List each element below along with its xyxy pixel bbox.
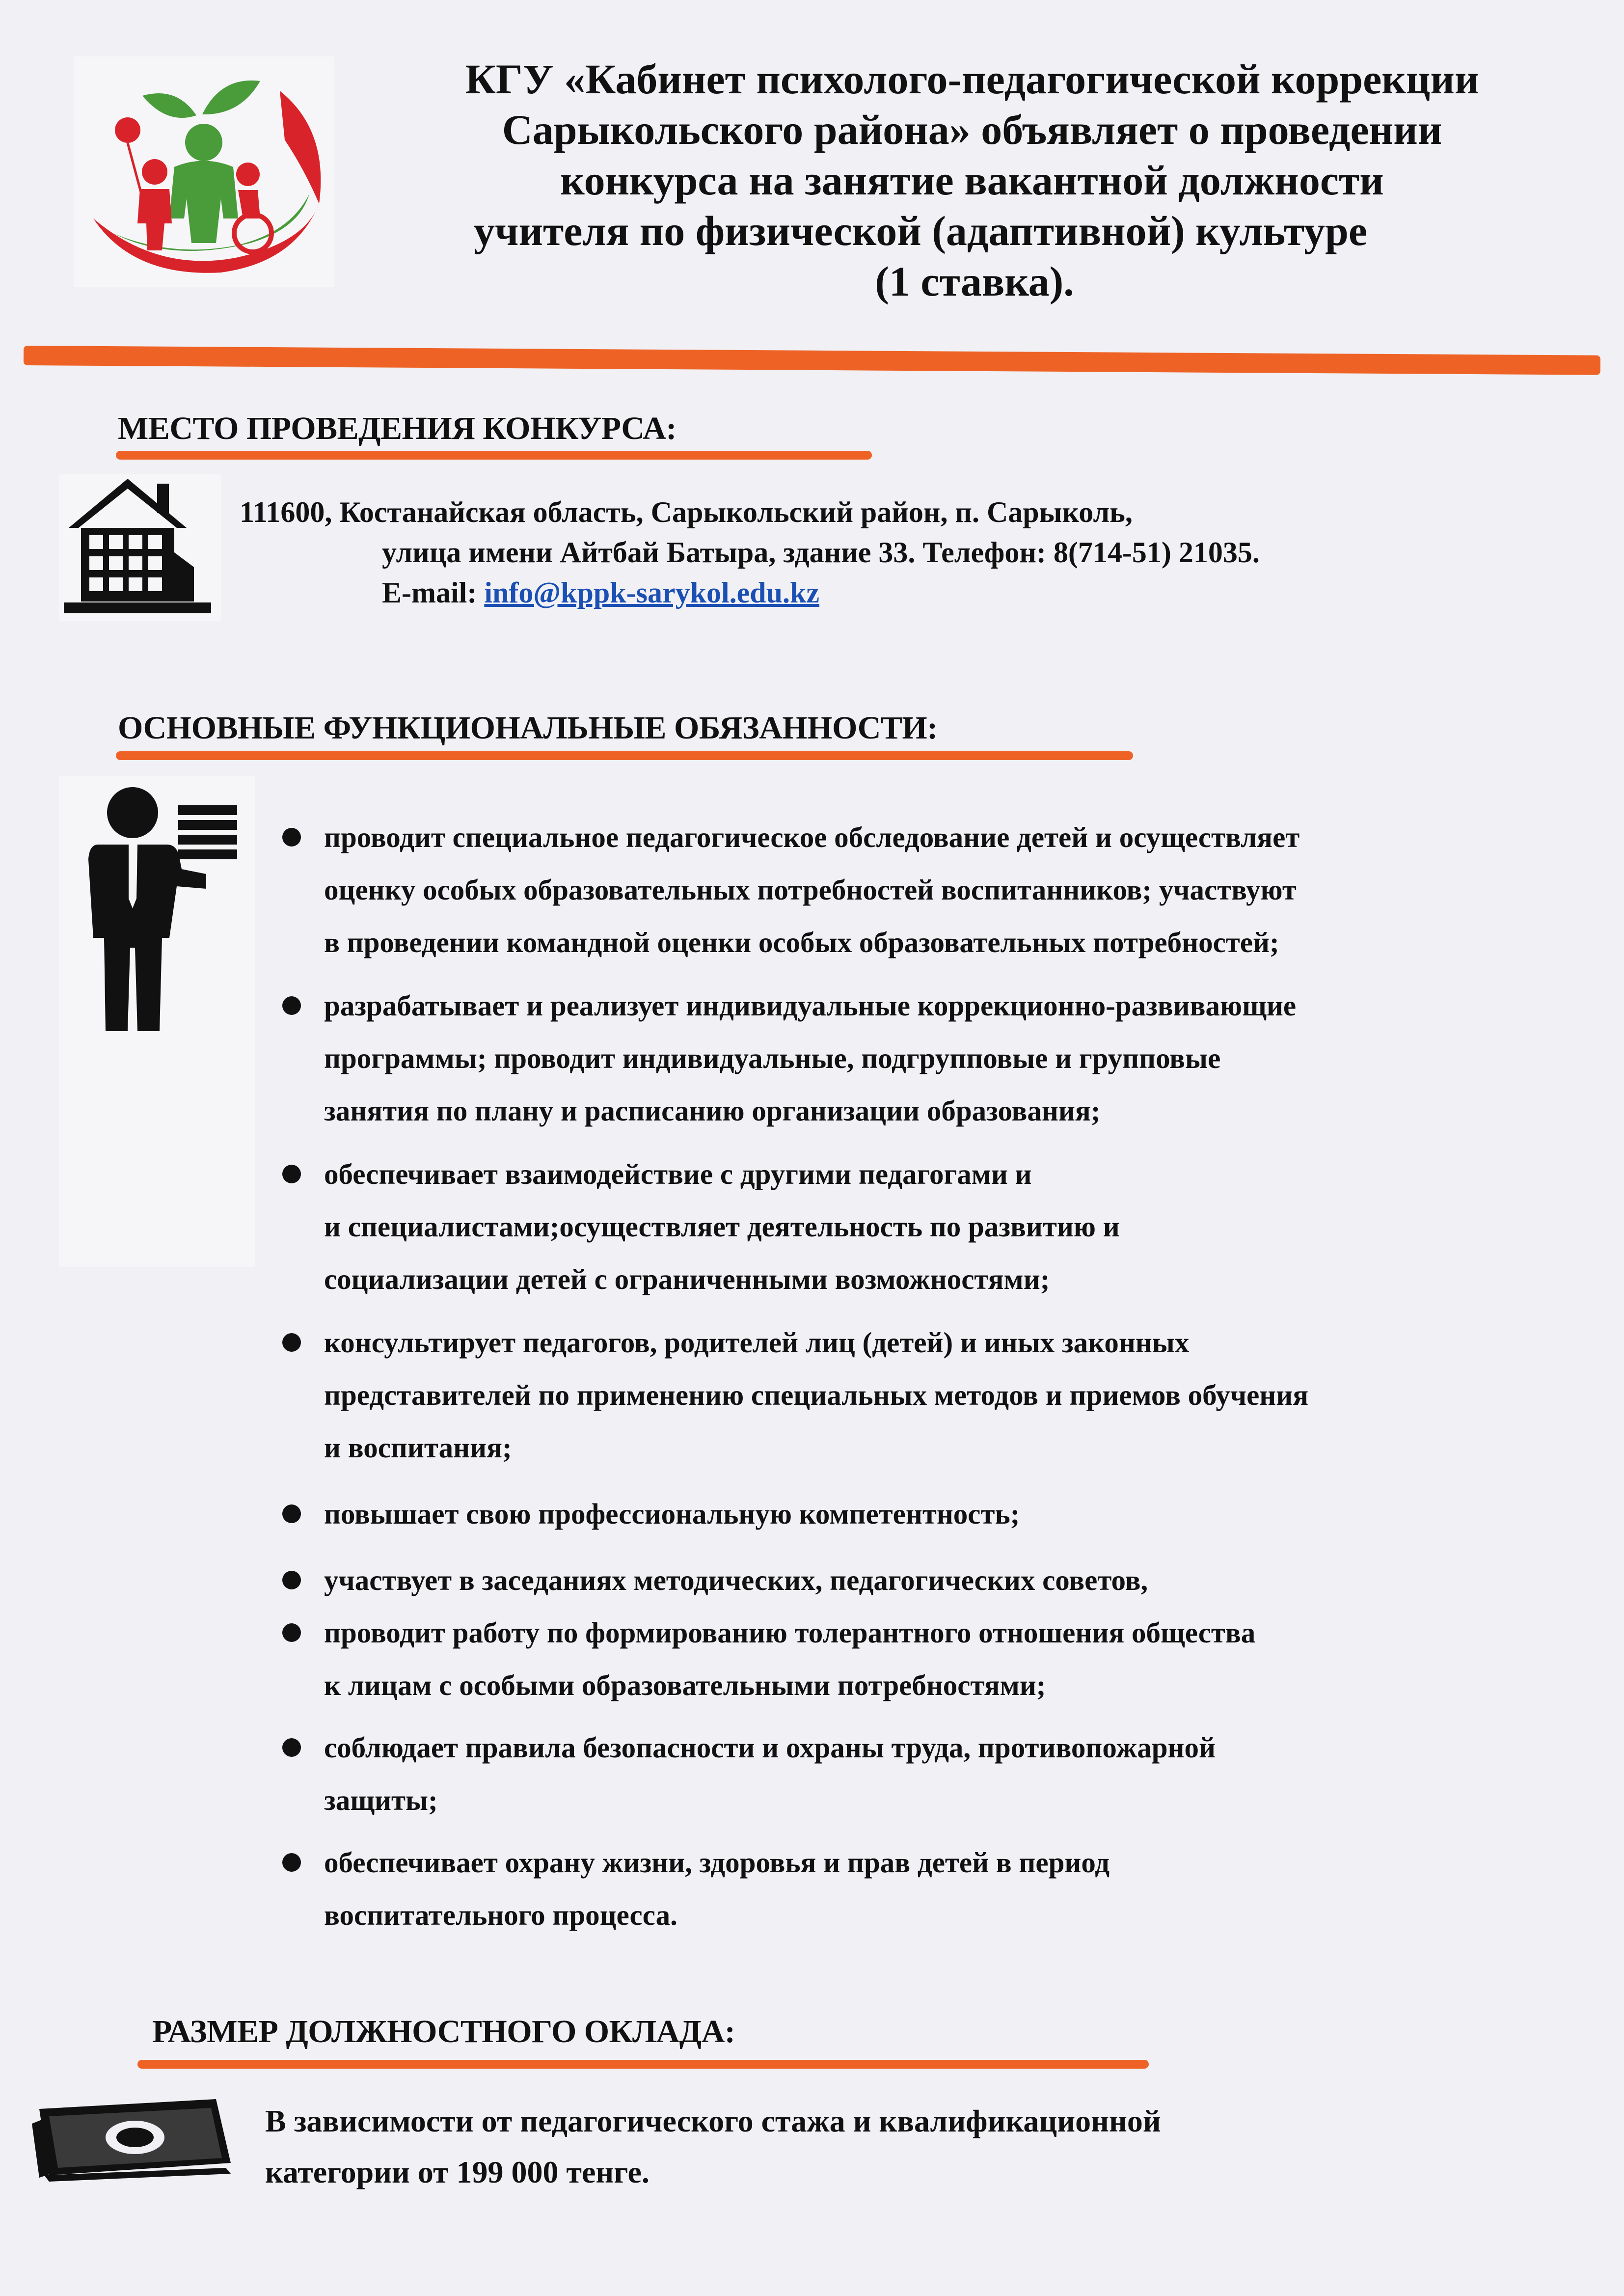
list-item [275,980,1600,1137]
title-line-1: КГУ «Кабинет психолого-педагогической коррекции [465,55,1479,103]
duties-list [275,811,1600,1941]
teacher-panel [59,776,255,1267]
list-item [275,1836,1600,1941]
list-item [275,811,1600,969]
duty-text: разрабатывает и реализует индивидуальные коррекционно-развивающие программы; проводит индивидуальные, подгрупповые и групповые занятия по плану и расписанию организации образования; [324,989,1297,1127]
bullet-icon [282,1571,301,1589]
bullet-icon [282,1738,301,1757]
list-item [275,1488,1600,1540]
bullet-icon [282,1504,301,1523]
duty-text: соблюдает правила безопасности и охраны труда, противопожарной защиты; [324,1731,1216,1816]
list-item [275,1316,1600,1474]
list-item [275,1554,1600,1607]
list-item [275,1607,1600,1712]
list-item [275,1722,1600,1827]
duty-text: обеспечивает взаимодействие с другими педагогами и и специалистами;осуществляет деятельность по развитию и социализации детей с ограниченными возможностями; [324,1158,1120,1295]
title-line-4: учителя по физической (адаптивной) культуре [473,207,1368,254]
email-label: E-mail: [382,576,485,609]
salary-heading-underline [137,2060,1149,2069]
duty-text: проводит специальное педагогическое обследование детей и осуществляет оценку особых образовательных потребностей воспитанников; участвуют в проведении командной оценки особых образовательных потребностей; [324,821,1300,958]
list-item [275,1148,1600,1306]
salary-text: В зависимости от педагогического стажа и квалификационной категории от 199 000 тенге. [265,2104,1161,2189]
address-block [240,492,1260,613]
bullet-icon [282,1333,301,1352]
family-logo-icon [74,56,334,287]
duty-text: обеспечивает охрану жизни, здоровья и прав детей в период воспитательного процесса. [324,1846,1110,1931]
duty-text: консультирует педагогов, родителей лиц (детей) и иных законных представителей по применению специальных методов и приемов обучения и воспитания; [324,1326,1309,1464]
bullet-icon [282,996,301,1015]
building-icon [59,474,221,621]
bullet-icon [282,1165,301,1183]
address-line-1: 111600, Костанайская область, Сарыкольский район, п. Сарыколь, [240,496,1133,528]
title-line-5: (1 ставка). [875,258,1074,305]
salary-heading: РАЗМЕР ДОЛЖНОСТНОГО ОКЛАДА: [152,2014,735,2050]
page-title [344,54,1600,307]
place-heading-underline [116,451,872,460]
header-divider [24,346,1600,375]
teacher-icon [59,776,255,1031]
bullet-icon [282,828,301,847]
duty-text: повышает свою профессиональную компетентность; [324,1498,1020,1530]
duty-text: проводит работу по формированию толерантного отношения общества к лицам с особыми образовательными потребностями; [324,1616,1256,1701]
place-heading: МЕСТО ПРОВЕДЕНИЯ КОНКУРСА: [118,410,677,446]
bullet-icon [282,1623,301,1642]
address-line-2: улица имени Айтбай Батыра, здание 33. Телефон: 8(714-51) 21035. [382,536,1260,569]
email-link[interactable]: info@kppk-sarykol.edu.kz [484,576,819,609]
money-stack-icon [29,2089,236,2183]
email-row [240,573,1260,613]
title-line-2: Сарыкольского района» объявляет о проведении [502,106,1442,153]
duty-text: участвует в заседаниях методических, педагогических советов, [324,1564,1148,1596]
title-line-3: конкурса на занятие вакантной должности [560,157,1384,204]
duties-heading: ОСНОВНЫЕ ФУНКЦИОНАЛЬНЫЕ ОБЯЗАННОСТИ: [118,710,938,746]
duties-heading-underline [116,751,1133,760]
bullet-icon [282,1853,301,1872]
